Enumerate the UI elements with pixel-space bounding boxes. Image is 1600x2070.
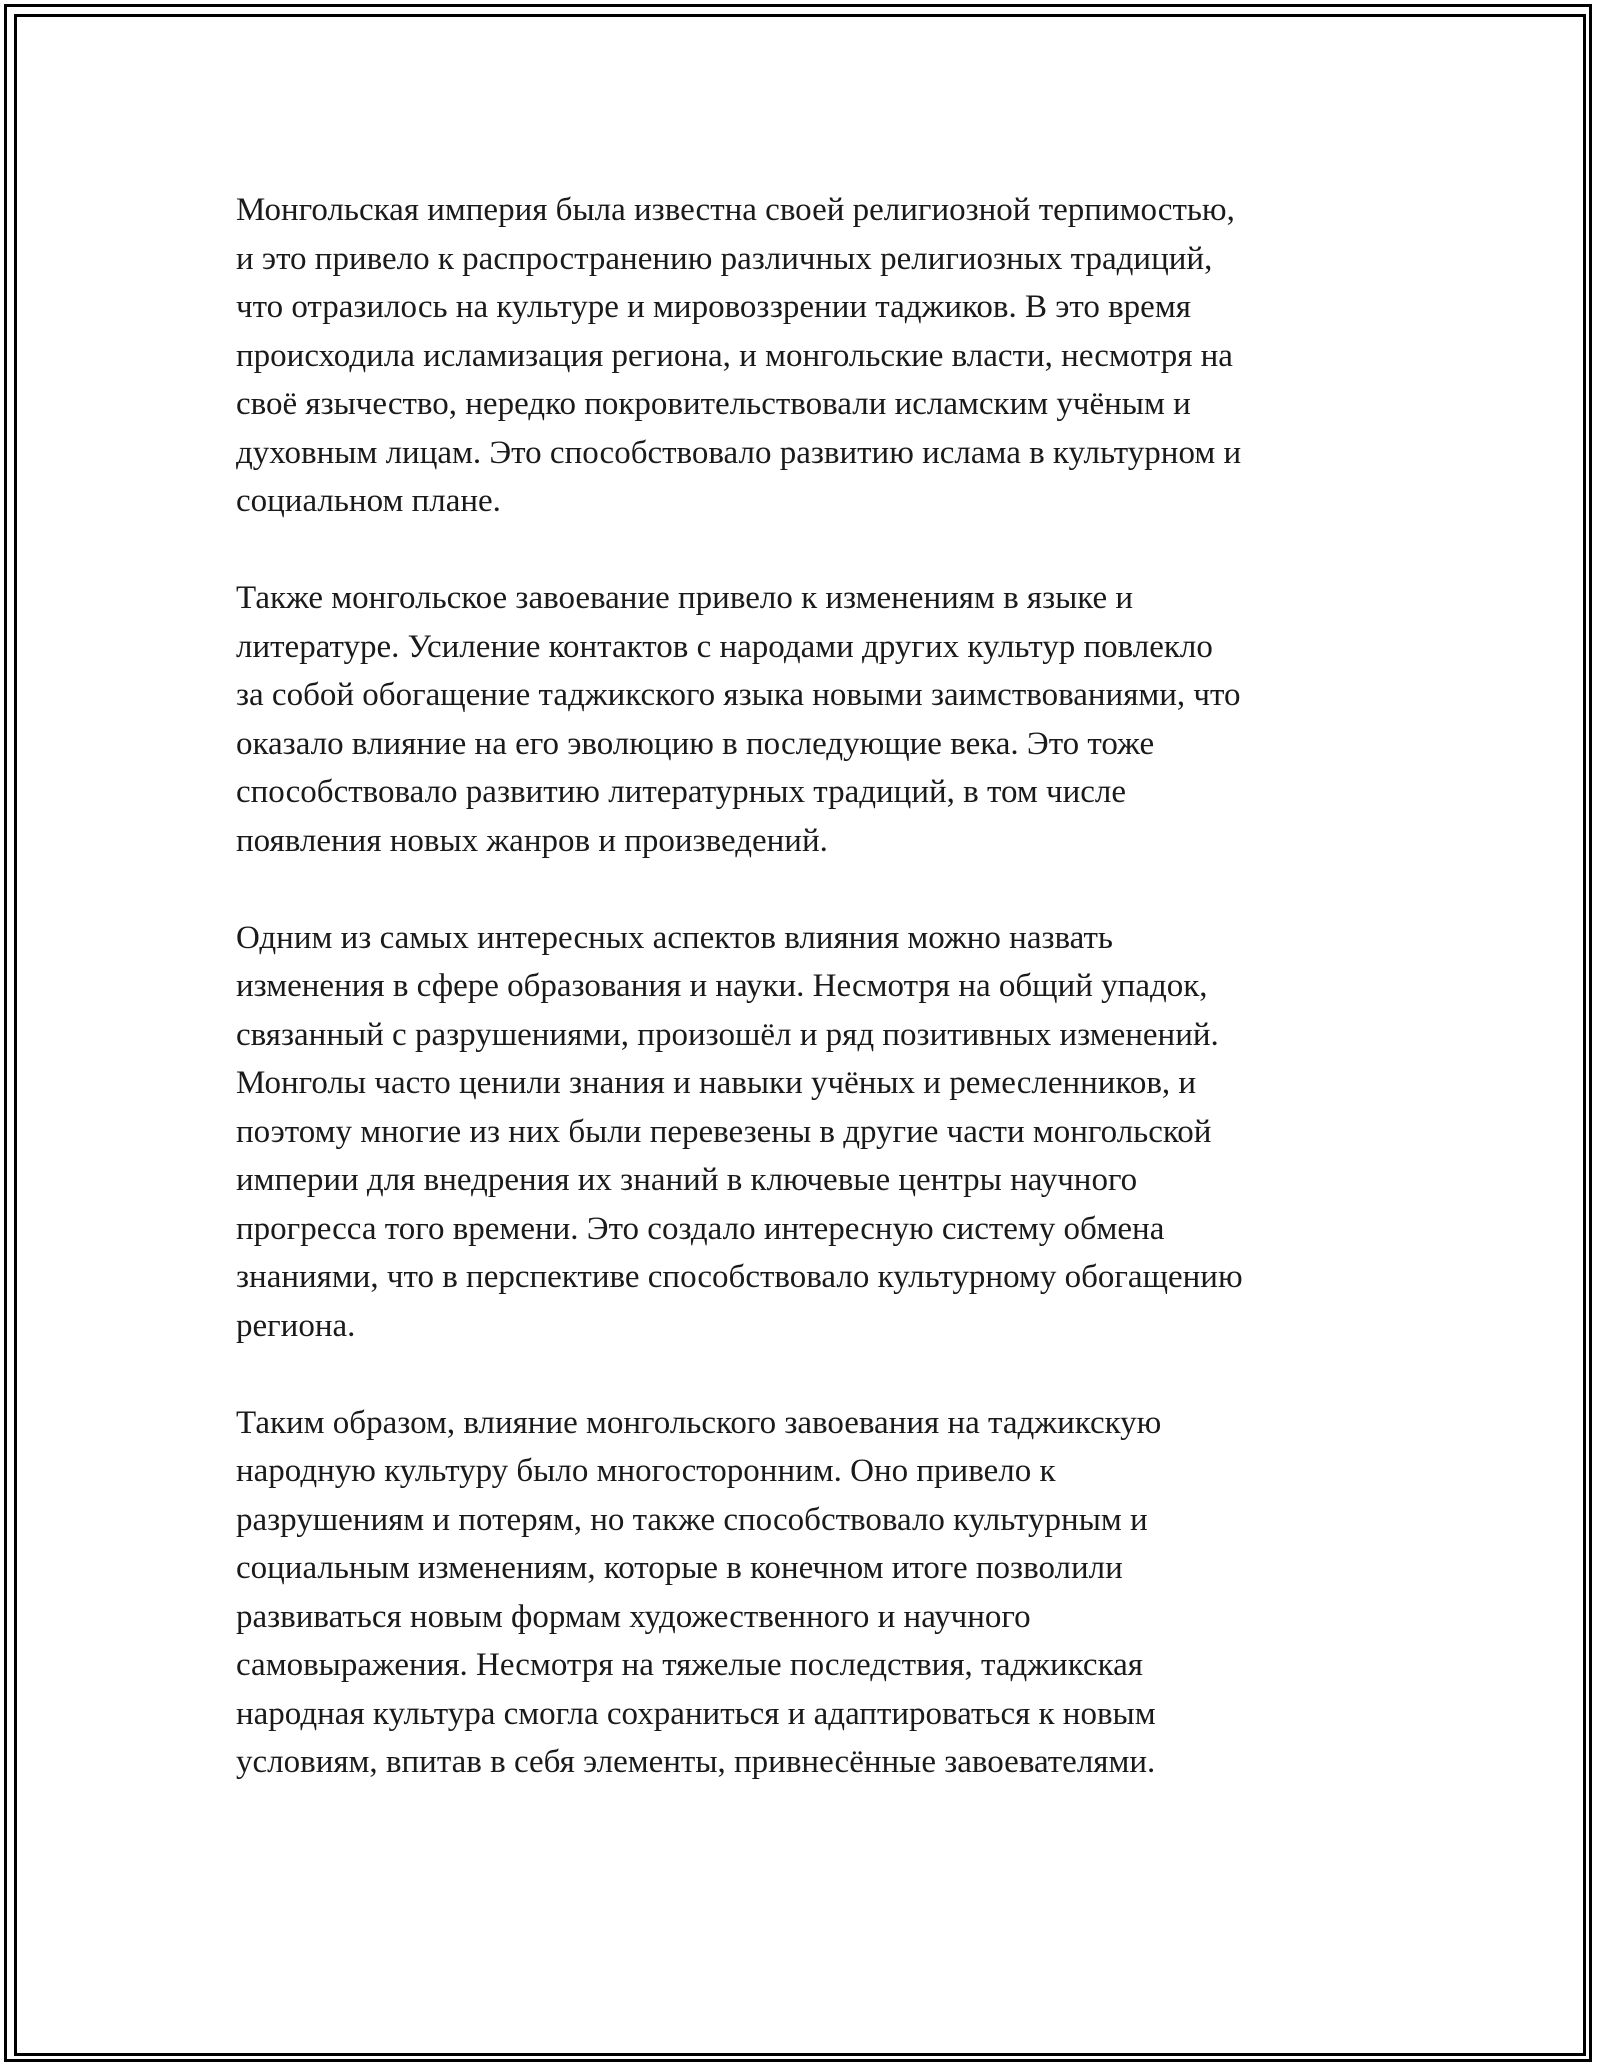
text-line: Таким образом, влияние монгольского завоевания на таджикскую	[236, 1404, 1162, 1441]
text-line: за собой обогащение таджикского языка новыми заимствованиями, что	[236, 677, 1241, 713]
text-line: происходила исламизация региона, и монгольские власти, несмотря на	[236, 337, 1233, 374]
text-line: связанный с разрушениями, произошёл и ряд позитивных изменений.	[236, 1016, 1219, 1053]
text-line: своё язычество, нередко покровительствовали исламским учёным и	[236, 386, 1191, 422]
text-line: что отразилось на культуре и мировоззрении таджиков. В это время	[236, 289, 1191, 325]
text-line: социальным изменениям, которые в конечном итоге позволили	[236, 1550, 1123, 1586]
paragraph-conclusion	[236, 1399, 1366, 1787]
text-line: империи для внедрения их знаний в ключевые центры научного	[236, 1162, 1138, 1198]
text-line: региона.	[236, 1307, 356, 1344]
text-line: духовным лицам. Это способствовало развитию ислама в культурном и	[236, 434, 1242, 471]
text-line: прогресса того времени. Это создало интересную систему обмена	[236, 1210, 1165, 1247]
text-line: народную культуру было многосторонним. Оно привело к	[236, 1453, 1056, 1489]
paragraph-religious-tolerance	[236, 186, 1366, 526]
text-line: самовыражения. Несмотря на тяжелые последствия, таджикская	[236, 1647, 1143, 1683]
text-line: способствовало развитию литературных традиций, в том числе	[236, 774, 1127, 810]
text-line: Монгольская империя была известна своей религиозной терпимостью,	[236, 192, 1235, 228]
text-line: оказало влияние на его эволюцию в последующие века. Это тоже	[236, 725, 1155, 762]
paragraph-language-literature	[236, 574, 1366, 865]
text-line: разрушениям и потерям, но также способствовало культурным и	[236, 1501, 1148, 1538]
text-line: изменения в сфере образования и науки. Несмотря на общий упадок,	[236, 968, 1208, 1004]
text-line: литературе. Усиление контактов с народами других культур повлекло	[236, 628, 1213, 665]
document-body	[236, 186, 1366, 1835]
text-line: социальном плане.	[236, 483, 501, 519]
text-line: появления новых жанров и произведений.	[236, 822, 828, 859]
text-line: развиваться новым формам художественного и научного	[236, 1598, 1031, 1635]
text-line: Одним из самых интересных аспектов влияния можно назвать	[236, 919, 1113, 956]
text-line: и это привело к распространению различных религиозных традиций,	[236, 240, 1213, 277]
text-line: народная культура смогла сохраниться и адаптироваться к новым	[236, 1695, 1156, 1732]
text-line: Также монгольское завоевание привело к изменениям в языке и	[236, 580, 1134, 616]
paragraph-education-science	[236, 914, 1366, 1351]
text-line: поэтому многие из них были перевезены в другие части монгольской	[236, 1113, 1212, 1150]
text-line: знаниями, что в перспективе способствовало культурному обогащению	[236, 1259, 1243, 1295]
text-line: условиям, впитав в себя элементы, привнесённые завоевателями.	[236, 1744, 1156, 1780]
text-line: Монголы часто ценили знания и навыки учёных и ремесленников, и	[236, 1065, 1197, 1101]
